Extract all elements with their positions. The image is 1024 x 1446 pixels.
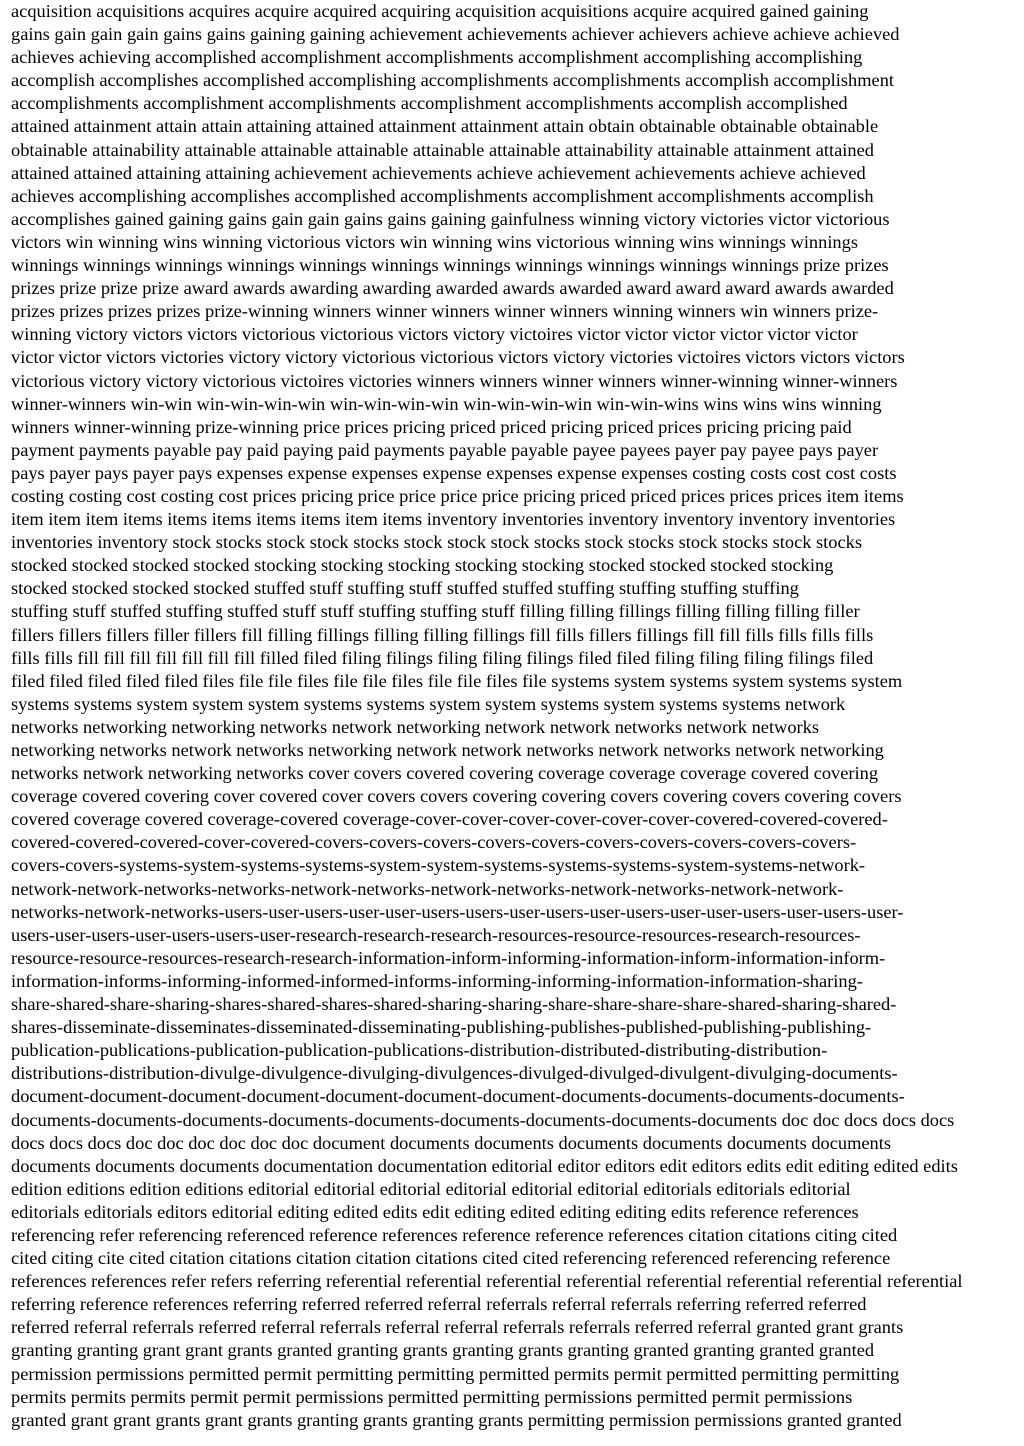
text-line: accomplishments accomplishment accomplishments accomplishment accomplishments accomplish accomplished <box>11 93 848 114</box>
text-line: acquisition acquisitions acquires acquire acquired acquiring acquisition acquisitions acquire acquired gained gaining <box>11 1 869 21</box>
text-line: obtainable attainability attainable attainable attainable attainable attainable attainability attainable attainment attained <box>11 139 874 160</box>
text-line: winner-winners win-win win-win-win-win win-win-win-win win-win-win-win win-win-wins wins wins wins winning <box>11 393 882 414</box>
text-line: coverage covered covering cover covered cover covers covers covering covering covers covering covers covering covers <box>11 786 902 807</box>
text-line: shares-disseminate-disseminates-disseminated-disseminating-publishing-publishes-published-publishing-publishing- <box>11 1017 872 1038</box>
text-line: covered-covered-covered-cover-covered-covers-covers-covers-covers-covers-covers-covers-covers-covers-covers- <box>11 832 857 853</box>
text-line: achieves achieving accomplished accomplishment accomplishments accomplishment accomplishing accomplishing <box>11 47 863 68</box>
text-line: distributions-distribution-divulge-divulgence-divulging-divulgences-divulged-divulged-divulgent-divulging-documents- <box>11 1063 898 1084</box>
text-line: resource-resource-resources-research-research-information-inform-informing-information-inform-information-inform- <box>11 947 886 968</box>
text-line: achieves accomplishing accomplishes accomplished accomplishments accomplishment accomplishments accomplish <box>11 185 874 206</box>
text-line: pays payer pays payer pays expenses expense expenses expense expenses expense expenses costing costs cost cost costs <box>11 462 897 483</box>
text-line: stuffing stuff stuffed stuffing stuffed stuff stuff stuffing stuffing stuff filling filling fillings filling filling filling filler <box>11 601 860 622</box>
text-line: networks-network-networks-users-user-users-user-user-users-users-user-users-user-users-user-user-users-user-users-user- <box>11 901 904 922</box>
text-line: networking networks network networks networking network network networks network networks network networking <box>11 740 884 760</box>
text-line: granting granting grant grant grants granted granting grants granting grants granting granted granting granted granted <box>11 1340 875 1361</box>
text-line: winning victory victors victors victorious victorious victors victory victoires victor victor victor victor victor victor <box>11 324 858 345</box>
text-line: covers-covers-systems-system-systems-systems-system-system-systems-systems-systems-system-systems-network- <box>11 855 866 876</box>
text-line: prizes prizes prizes prizes prize-winning winners winner winners winner winners winning winners win winners prize- <box>11 301 879 322</box>
text-line: cited citing cite cited citation citations citation citation citations cited cited referencing referenced referencing reference <box>11 1248 891 1269</box>
text-line: item item item items items items items items item items inventory inventories inventory inventory inventory inventories <box>11 509 896 530</box>
text-line: winners winner-winning prize-winning price prices pricing priced priced pricing priced prices pricing pricing paid <box>11 416 852 437</box>
text-line: document-document-document-document-document-document-document-documents-documents-documents-documents- <box>11 1086 905 1107</box>
text-line: editorials editorials editors editorial editing edited edits edit editing edited editing editing edits reference references <box>11 1201 859 1222</box>
text-line: covered coverage covered coverage-covered coverage-cover-cover-cover-cover-cover-cover-covered-covered-covered- <box>11 809 888 830</box>
text-line: payment payments payable pay paid paying paid payments payable payable payee payees payer pay payee pays payer <box>11 439 879 460</box>
text-line: stocked stocked stocked stocked stuffed stuff stuffing stuff stuffed stuffed stuffing stuffing stuffing stuffing <box>11 578 799 599</box>
text-line: references references refer refers referring referential referential referential referential referential referential referential referential <box>11 1271 963 1292</box>
text-line: referred referral referrals referred referral referrals referral referral referrals referrals referred referral granted grant grants <box>11 1317 904 1338</box>
text-line: docs docs docs doc doc doc doc doc doc document documents documents documents documents documents documents <box>11 1132 892 1153</box>
text-line: information-informs-informing-informed-informed-informs-informing-informing-information-information-sharing- <box>11 970 863 991</box>
text-line: victors win winning wins winning victorious victors win winning wins victorious winning wins winnings winnings <box>11 231 858 252</box>
text-line: winnings winnings winnings winnings winnings winnings winnings winnings winnings winnings winnings prize prizes <box>11 255 889 276</box>
text-line: permits permits permits permit permit permissions permitted permitting permissions permitted permit permissions <box>11 1386 853 1407</box>
text-line: referencing refer referencing referenced reference references reference reference references citation citations citing cited <box>11 1224 898 1245</box>
text-line: costing costing cost costing cost prices pricing price price price price pricing priced priced prices prices prices item items <box>11 485 904 506</box>
text-line: networks networking networking networks network networking network network networks network networks <box>11 716 820 737</box>
text-line: referring reference references referring referred referred referral referrals referral referrals referring referred referred <box>11 1294 867 1315</box>
text-line: accomplishes gained gaining gains gain gain gains gains gaining gainfulness winning victory victories victor victorious <box>11 208 890 229</box>
text-line: publication-publications-publication-publication-publications-distribution-distributed-distributing-distribution- <box>11 1040 828 1061</box>
text-line: fillers fillers fillers filler fillers fill filling fillings filling filling fillings fill fills fillers fillings fill fill fills fills fills fills <box>11 624 874 645</box>
text-line: victor victor victors victories victory victory victorious victorious victors victory victories victoires victors victors victors <box>11 347 905 368</box>
text-line: attained attainment attain attain attaining attained attainment attainment attain obtain obtainable obtainable obtainable <box>11 116 879 137</box>
text-line: inventories inventory stock stocks stock stock stocks stock stock stock stocks stock stocks stock stocks stock stocks <box>11 532 862 553</box>
text-line: stocked stocked stocked stocked stocking stocking stocking stocking stocking stocked stocked stocked stocking <box>11 555 834 576</box>
text-line: documents documents documents documentation documentation editorial editor editors edit editors edits edit editing edited edits <box>11 1155 958 1176</box>
text-line: attained attained attaining attaining achievement achievements achieve achievement achievements achieve achieved <box>11 162 866 183</box>
text-line: networks network networking networks cover covers covered covering coverage coverage coverage covered covering <box>11 763 879 784</box>
text-line: filed filed filed filed filed files file file files file file files file file files file systems system systems system systems system <box>11 670 903 691</box>
text-line: systems systems system system system systems systems system system systems system systems systems network <box>11 693 846 714</box>
text-line: prizes prize prize prize award awards awarding awarding awarded awards awarded award award award awards awarded <box>11 278 894 299</box>
text-line: granted grant grant grants grant grants granting grants granting grants permitting permission permissions granted granted <box>11 1409 902 1430</box>
text-line: network-network-networks-networks-network-networks-network-networks-network-networks-network-network- <box>11 878 844 899</box>
text-line: accomplish accomplishes accomplished accomplishing accomplishments accomplishments accomplish accomplishment <box>11 70 895 91</box>
text-line: gains gain gain gain gains gains gaining gaining achievement achievements achiever achievers achieve achieve achieved <box>11 24 900 45</box>
text-line: permission permissions permitted permit permitting permitting permitted permits permit permitted permitting permitting <box>11 1363 900 1384</box>
document-body <box>11 0 1015 1432</box>
text-line: users-user-users-user-users-users-user-research-research-research-resources-resource-resources-research-resources- <box>11 924 861 945</box>
text-line: documents-documents-documents-documents-documents-documents-documents-documents-documents doc doc docs docs docs <box>11 1109 955 1130</box>
text-line: victorious victory victory victorious victoires victories winners winners winner winners winner-winning winner-winners <box>11 370 898 391</box>
text-line: fills fills fill fill fill fill fill fill fill filled filed filing filings filing filing filings filed filed filing filing filing filings filed <box>11 647 874 668</box>
text-line: edition editions edition editions editorial editorial editorial editorial editorial editorial editorials editorials editorial <box>11 1178 851 1199</box>
text-line: share-shared-share-sharing-shares-shared-shares-shared-sharing-sharing-share-share-share-share-shared-sharing-shared- <box>11 994 897 1015</box>
